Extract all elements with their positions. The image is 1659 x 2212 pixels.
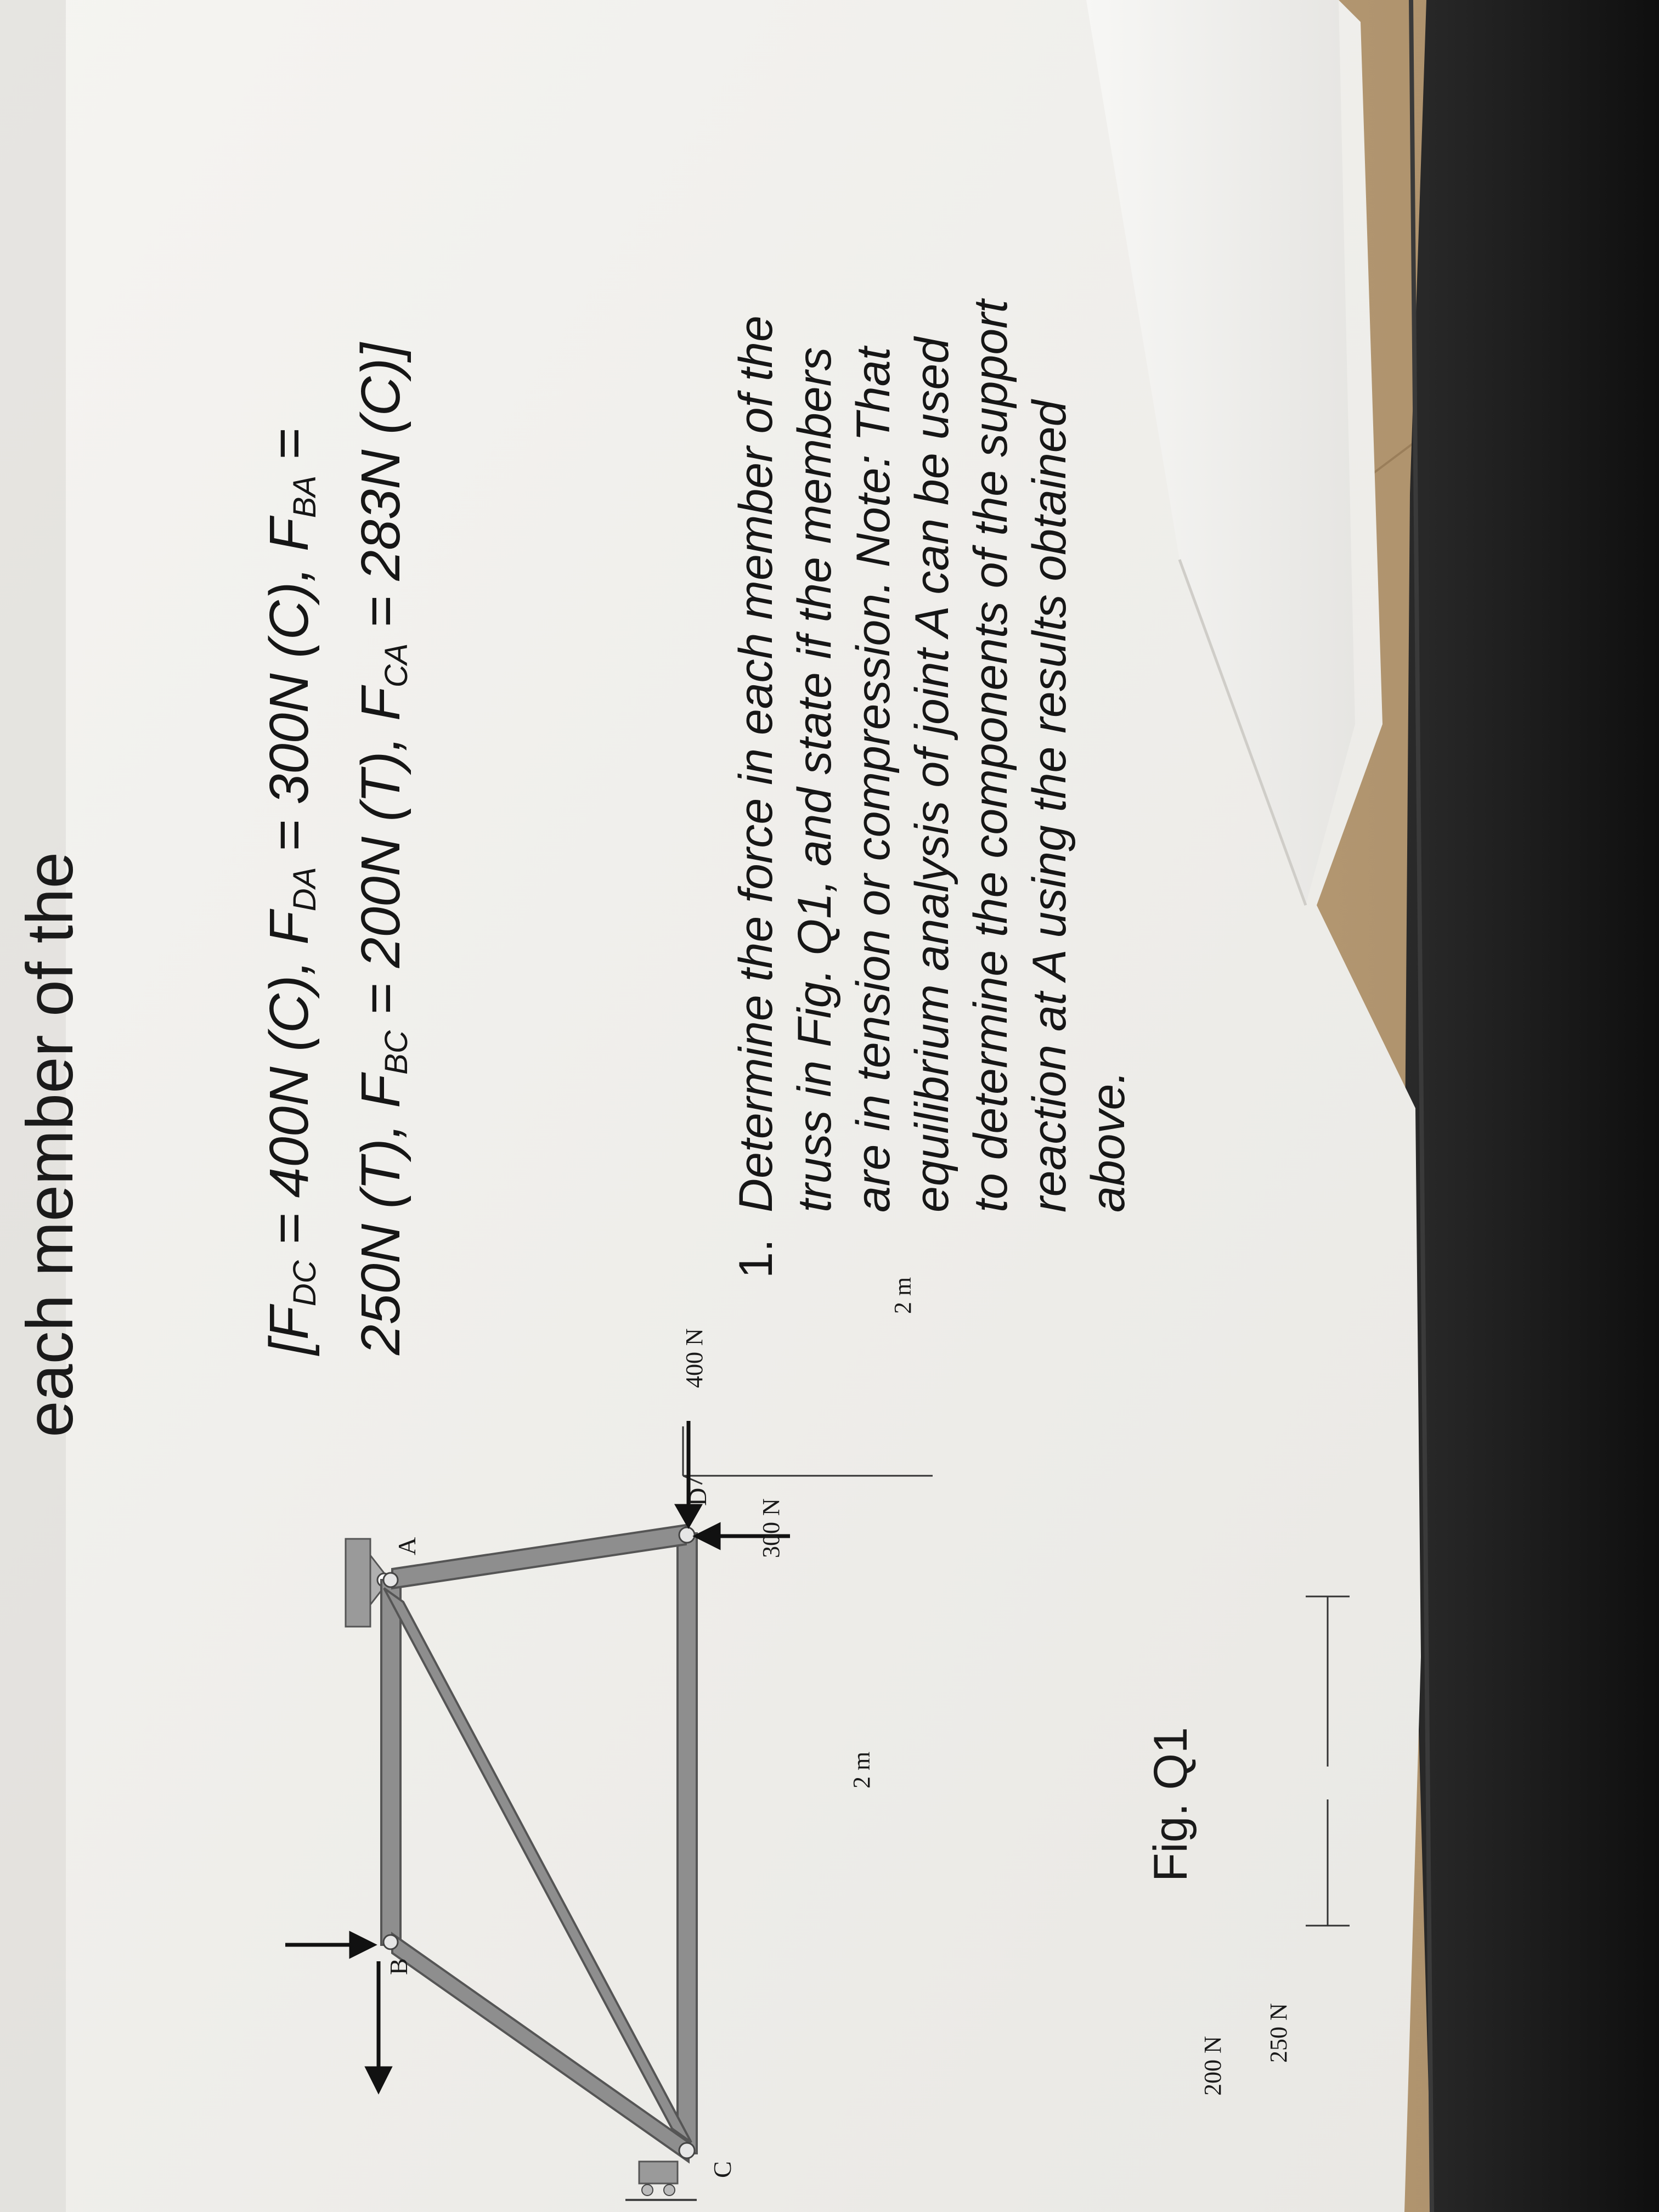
node-label-b: B [385,1958,413,1975]
question-line-7: above. [1082,1070,1135,1212]
load-label-250n: 250 N [1265,2003,1292,2063]
question-line-2: truss in Fig. Q1, and state if the members [788,347,841,1212]
question-line-4: equilibrium analysis of joint A can be used [906,337,958,1212]
member-dc [678,1533,697,2153]
question-line-6: reaction at A using the results obtained [1023,400,1076,1212]
dimension-label-vertical: 2 m [889,1277,916,1314]
question-line-3: are in tension or compression. Note: That [847,347,900,1212]
load-label-300n: 300 N [758,1498,785,1558]
question-line-5: to determine the components of the support [964,300,1017,1212]
node-label-c: C [708,2161,736,2178]
question-number: 1. [730,1239,782,1278]
partial-bottom-text: each member of the [13,851,87,1437]
figure-caption: Fig. Q1 [1144,1727,1197,1882]
question-text [727,126,1138,1278]
answer-line-1: [$F_{DC} = 400N$ (C), $F_{DA} = 300N$ (C), $F_{BA}$ = [258,428,323,1355]
load-label-400n: 400 N [681,1328,708,1388]
dark-desk-edge [1404,0,1659,2212]
member-ab [381,1580,400,1945]
node-label-d: D [684,1487,712,1506]
node-label-a: A [393,1537,421,1555]
load-label-200n: 200 N [1199,2036,1226,2096]
dimension-label-horizontal: 2 m [848,1751,875,1788]
answer-text [251,93,435,1355]
question-line-1: 1.Determine the force in each member of the [727,126,786,1278]
answer-line-2: 250N (T), $F_{BC} = 200N$ (T), $F_{CA} = 283N$ (C)] [350,343,414,1355]
